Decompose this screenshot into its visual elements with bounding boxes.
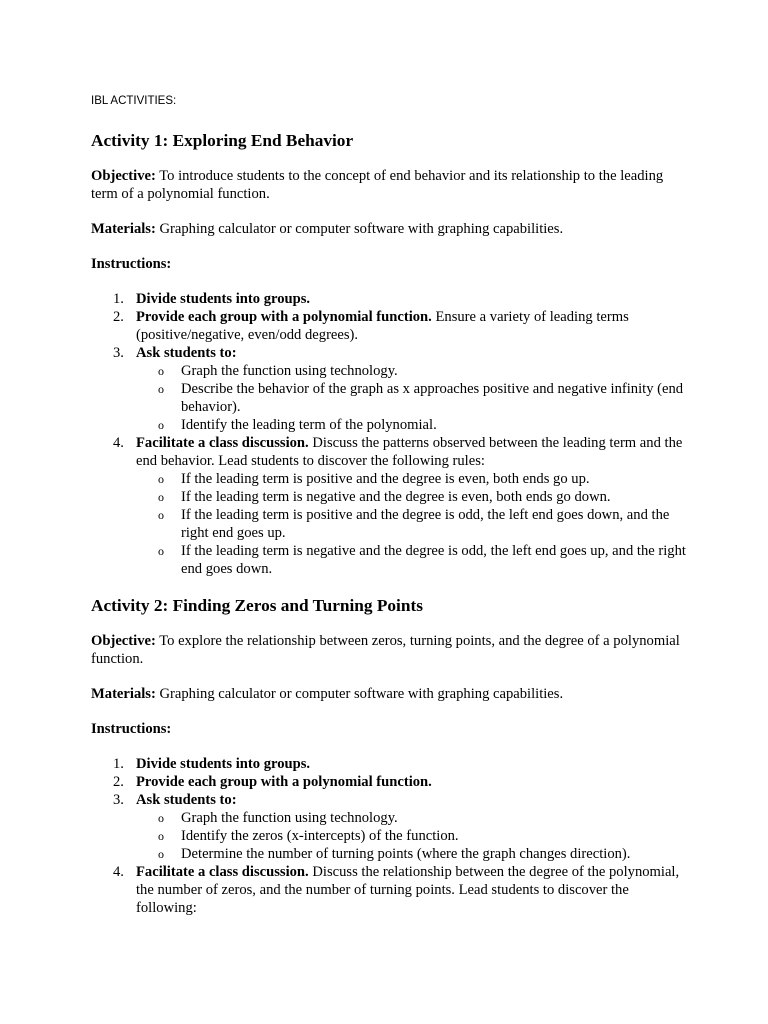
- activity-title: Activity 1: Exploring End Behavior: [91, 131, 354, 150]
- sub-item: [158, 470, 691, 488]
- activity-2: [91, 595, 691, 917]
- step-number: 1.: [113, 291, 124, 307]
- instruction-step: [113, 773, 691, 791]
- sub-item: [158, 362, 691, 380]
- step-number: 3.: [113, 792, 124, 808]
- objective-label: Objective:: [91, 633, 156, 649]
- activity-title: Activity 2: Finding Zeros and Turning Points: [91, 596, 423, 615]
- bullet-icon: o: [158, 508, 164, 522]
- bullet-icon: o: [158, 811, 164, 825]
- instruction-step: [113, 755, 691, 773]
- step-bold-text: Divide students into groups.: [136, 291, 311, 307]
- step-number: 1.: [113, 756, 124, 772]
- instructions-list: [91, 290, 691, 578]
- sub-item-text: Graph the function using technology.: [181, 363, 398, 379]
- bullet-icon: o: [158, 472, 164, 486]
- sub-item: [158, 488, 691, 506]
- sub-item: [158, 506, 691, 542]
- step-number: 2.: [113, 774, 124, 790]
- sub-item: [158, 542, 691, 578]
- bullet-icon: o: [158, 544, 164, 558]
- step-number: 4.: [113, 435, 124, 451]
- materials-paragraph: [91, 685, 691, 703]
- step-bold-text: Provide each group with a polynomial function.: [136, 309, 432, 325]
- sub-item: [158, 845, 691, 863]
- materials-text: Graphing calculator or computer software with graphing capabilities.: [155, 686, 564, 702]
- sub-item-text: If the leading term is negative and the degree is odd, the left end goes up, and the right end goes down.: [181, 543, 686, 577]
- instructions-label: Instructions:: [91, 256, 172, 272]
- instructions-label: Instructions:: [91, 721, 172, 737]
- sub-item-text: If the leading term is negative and the degree is even, both ends go down.: [181, 489, 611, 505]
- sub-item: [158, 380, 691, 416]
- instruction-step: [113, 434, 691, 578]
- bullet-icon: o: [158, 382, 164, 396]
- instruction-step: [113, 344, 691, 434]
- sub-list: [136, 809, 691, 863]
- step-number: 2.: [113, 309, 124, 325]
- sub-item: [158, 809, 691, 827]
- bullet-icon: o: [158, 418, 164, 432]
- sub-list: [136, 362, 691, 434]
- bullet-icon: o: [158, 829, 164, 843]
- step-bold-text: Facilitate a class discussion.: [136, 435, 309, 451]
- step-bold-text: Facilitate a class discussion.: [136, 864, 309, 880]
- objective-paragraph: [91, 167, 691, 203]
- instructions-list: [91, 755, 691, 917]
- objective-text: To introduce students to the concept of end behavior and its relationship to the leading term of a polynomial function.: [91, 168, 664, 202]
- step-text: Discuss the relationship between the degree of the polynomial, the number of zeros, and the number of turning points. Lead students to discover the following:: [136, 864, 680, 916]
- document-page: [91, 94, 691, 917]
- sub-item-text: If the leading term is positive and the degree is even, both ends go up.: [181, 471, 590, 487]
- step-bold-text: Divide students into groups.: [136, 756, 311, 772]
- instruction-step: [113, 791, 691, 863]
- sub-item-text: If the leading term is positive and the degree is odd, the left end goes down, and the right end goes up.: [181, 507, 670, 541]
- sub-item-text: Graph the function using technology.: [181, 810, 398, 826]
- step-bold-text: Ask students to:: [136, 792, 237, 808]
- sub-item-text: Describe the behavior of the graph as x approaches positive and negative infinity (end behavior).: [181, 381, 684, 415]
- step-text: Ensure a variety of leading terms (positive/negative, even/odd degrees).: [136, 309, 629, 343]
- bullet-icon: o: [158, 364, 164, 378]
- step-number: 4.: [113, 864, 124, 880]
- step-number: 3.: [113, 345, 124, 361]
- document-header: IBL ACTIVITIES:: [91, 95, 177, 107]
- sub-item-text: Identify the zeros (x-intercepts) of the function.: [181, 828, 459, 844]
- step-text: Discuss the patterns observed between the leading term and the end behavior. Lead students to discover the following rules:: [136, 435, 683, 469]
- bullet-icon: o: [158, 490, 164, 504]
- sub-item-text: Determine the number of turning points (where the graph changes direction).: [181, 846, 631, 862]
- step-bold-text: Ask students to:: [136, 345, 237, 361]
- step-bold-text: Provide each group with a polynomial function.: [136, 774, 432, 790]
- materials-label: Materials:: [91, 686, 156, 702]
- sub-item: [158, 827, 691, 845]
- activity-1: [91, 130, 691, 578]
- objective-text: To explore the relationship between zeros, turning points, and the degree of a polynomial function.: [91, 633, 680, 667]
- sub-item: [158, 416, 691, 434]
- materials-text: Graphing calculator or computer software with graphing capabilities.: [155, 221, 564, 237]
- materials-label: Materials:: [91, 221, 156, 237]
- instruction-step: [113, 308, 691, 344]
- objective-paragraph: [91, 632, 691, 668]
- materials-paragraph: [91, 220, 691, 238]
- bullet-icon: o: [158, 847, 164, 861]
- objective-label: Objective:: [91, 168, 156, 184]
- instruction-step: [113, 863, 691, 917]
- sub-item-text: Identify the leading term of the polynomial.: [181, 417, 437, 433]
- sub-list: [136, 470, 691, 578]
- instruction-step: [113, 290, 691, 308]
